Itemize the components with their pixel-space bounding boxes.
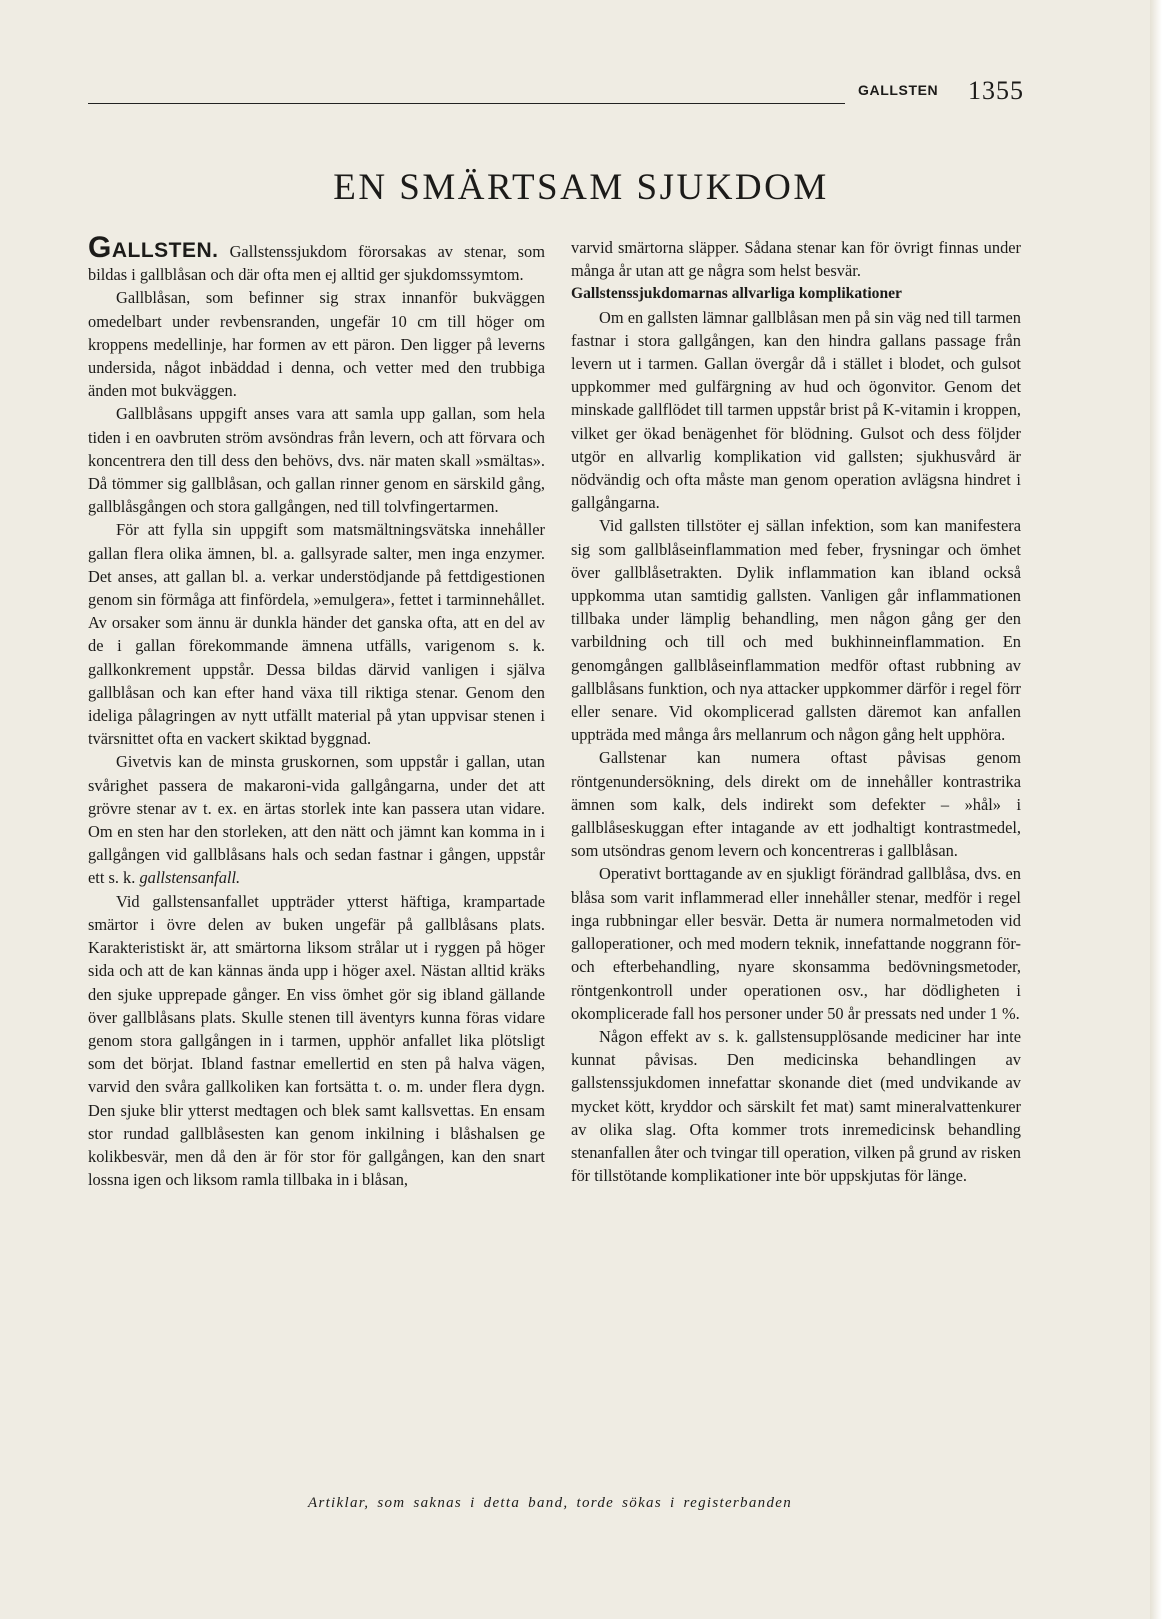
left-column — [88, 231, 545, 1191]
page-number: 1355 — [968, 76, 1024, 105]
article-title: EN SMÄRTSAM SJUKDOM — [333, 167, 829, 208]
lead-title — [88, 231, 219, 264]
paragraph-text: Givetvis kan de minsta gruskornen, som uppstår i gallan, utan svårighet passera de makaroni-vida gallgångarna, under det att grövre stenar av t. ex. en ärtas storlek inte kan passera utan vidare. Om en sten har den storleken, att den nätt och jämnt kan komma in i gallgången vid gallblåsans hals och sedan fastnar i gången, uppstår ett s. k. — [88, 752, 545, 888]
lead-initial: G — [88, 231, 112, 264]
paragraph: Operativt borttagande av en sjukligt förändrad gallblåsa, dvs. en blåsa som varit inflammerad eller innehåller stenar, medför i regel inga rubbningar eller besvär. Detta är numera normalmetoden vid galloperationer, och med modern teknik, innefattande noggrann för- och efterbehandling, nyare skonsamma bedövningsmetoder, röntgenkontroll under operationen osv., har dödligheten i okomplicerade fall hos personer under 50 år pressats ned under 1 %. — [571, 864, 1021, 1023]
right-column — [571, 236, 1021, 1187]
paragraph: Vid gallsten tillstöter ej sällan infektion, som kan manifestera sig som gallblåseinflammation med feber, frysningar och ömhet över gallblåsetrakten. Dylik inflammation kan ibland också uppkomma utan samtidig gallsten. Vanligen går inflammationen tillbaka under lämplig behandling, men någon gång ger den varbildning och till och med bukhinneinflammation. En genomgången gallblåseinflammation medför oftast rubbning av gallblåsans funktion, och nya attacker uppkommer därför i regel förr eller senare. Vid okomplicerad gallsten däremot kan anfallen uppträda med många års mellanrum och någon gång helt upphöra. — [571, 516, 1021, 745]
lead-title-rest: ALLSTEN. — [111, 239, 219, 262]
section-subheading: Gallstenssjukdomarnas allvarliga komplikationer — [571, 285, 902, 303]
continuation-paragraph: varvid smärtorna släpper. Sådana stenar kan för övrigt finnas under många år utan att ge några som helst besvär. — [571, 238, 1021, 281]
paragraph: Någon effekt av s. k. gallstensupplösande mediciner har inte kunnat påvisas. Den medicinska behandlingen av gallstenssjukdomen innefattar skonande diet (med undvikande av mycket kött, kryddor och särskilt fet mat) samt mineralvattenkurer av olika slag. Ofta kommer trots inremedicinsk behandling stenanfallen åter och tvingar till operation, vilken på grund av risken för tillstötande komplikationer inte bör uppskjutas för länge. — [571, 1026, 1021, 1186]
paragraph: Gallstenar kan numera oftast påvisas genom röntgenundersökning, dels direkt om de innehåller kontrastrika ämnen som kalk, dels indirekt som defekter – »hål» i gallblåseskuggan efter intagande av ett jodhaltigt kontrastmedel, som utsöndras genom levern och koncentreras i gallblåsan. — [571, 748, 1021, 861]
paragraph: För att fylla sin uppgift som matsmältningsvätska innehåller gallan flera olika ämnen, bl. a. gallsyrade salter, men inga enzymer. Det anses, att gallan bl. a. verkar understödjande på fettdigestionen genom sin förmåga att finfördela, »emulgera», fettet i tarminnehållet. Av orsaker som ännu är dunkla händer det ganska ofta, att en del av de i gallan förekommande ämnena utfälls, varigenom s. k. gallkonkrement uppstår. Dessa bildas därvid vanligen i själva gallblåsan och kan efter hand växa till riktiga stenar. Genom den ideliga pålagringen av nytt utfällt material på ytan uppvisar stenen i tvärsnittet ofta en vackert skiktad byggnad. — [88, 520, 545, 749]
paragraph: Vid gallstensanfallet uppträder ytterst häftiga, krampartade smärtor i övre delen av buken ungefär på gallblåsans plats. Karakteristiskt är, att smärtorna liksom strålar ut i ryggen på höger sida och att de kan kännas ända upp i höger axel. Nästan alltid kräks den sjuke upprepade gånger. En viss ömhet gör sig ibland gällande över gallblåsans plats. Skulle stenen till äventyrs kunna föras vidare genom stora gallgången in i tarmen, upphör anfallet lika plötsligt som det börjat. Ibland fastnar emellertid en sten på halva vägen, varvid den svåra gallkoliken kan fortsätta t. o. m. under flera dygn. Den sjuke blir ytterst medtagen och blek samt kallsvettas. En ensam stor rundad gallblåsesten kan genom inkilning i blåshalsen ge kolikbesvär, men då den är för stor för gallgången, kan den snart lossna igen och liksom ramla tillbaka in i blåsan, — [88, 891, 545, 1190]
paragraph: Gallblåsan, som befinner sig strax innanför bukväggen omedelbart under revbensranden, ungefär 10 cm till höger om kroppens medellinje, har formen av ett päron. Den ligger på leverns undersida, något inbäddad i denna, och vetter med den trubbiga änden mot bukväggen. — [88, 288, 545, 401]
paragraph — [88, 750, 545, 889]
lead-text: Gallstenssjukdom förorsakas av stenar, som bildas i gallblåsan och där ofta men ej alltid ger sjukdomssymtom. — [88, 242, 545, 285]
paragraph: Gallblåsans uppgift anses vara att samla upp gallan, som hela tiden i en oavbruten ström avsöndras från levern, och att förvara och koncentrera den till dess den behövs, dvs. när maten skall »smältas». Då tömmer sig gallblåsan, och gallan rinner genom en särskild gång, gallblåsgången och stora gallgången, ned till tolvfingertarmen. — [88, 404, 545, 517]
term-gallstensanfall: gallstensanfall. — [139, 868, 241, 888]
paragraph: Om en gallsten lämnar gallblåsan men på sin väg ned till tarmen fastnar i stora gallgången, kan den hindra gallans passage från levern ut i tarmen. Gallan övergår då i stället i blodet, och gulsot uppkommer med gulfärgning av hud och ögonvitor. Genom det minskade gallflödet till tarmen uppstår brist på K-vitamin i kroppen, vilket ger ökad benägenhet för blödning. Gulsot och dess följder utgör en allvarlig komplikation vid gallsten; sjukhusvård är nödvändig och ofta måste man genom operation avlägsna hindret i gallgångarna. — [571, 307, 1021, 513]
page-edge — [1150, 0, 1162, 1619]
running-head: GALLSTEN — [858, 82, 939, 98]
header-rule — [88, 103, 845, 104]
footer-note: Artiklar, som saknas i detta band, torde sökas i registerbanden — [307, 1495, 793, 1511]
lead-paragraph — [88, 231, 545, 286]
